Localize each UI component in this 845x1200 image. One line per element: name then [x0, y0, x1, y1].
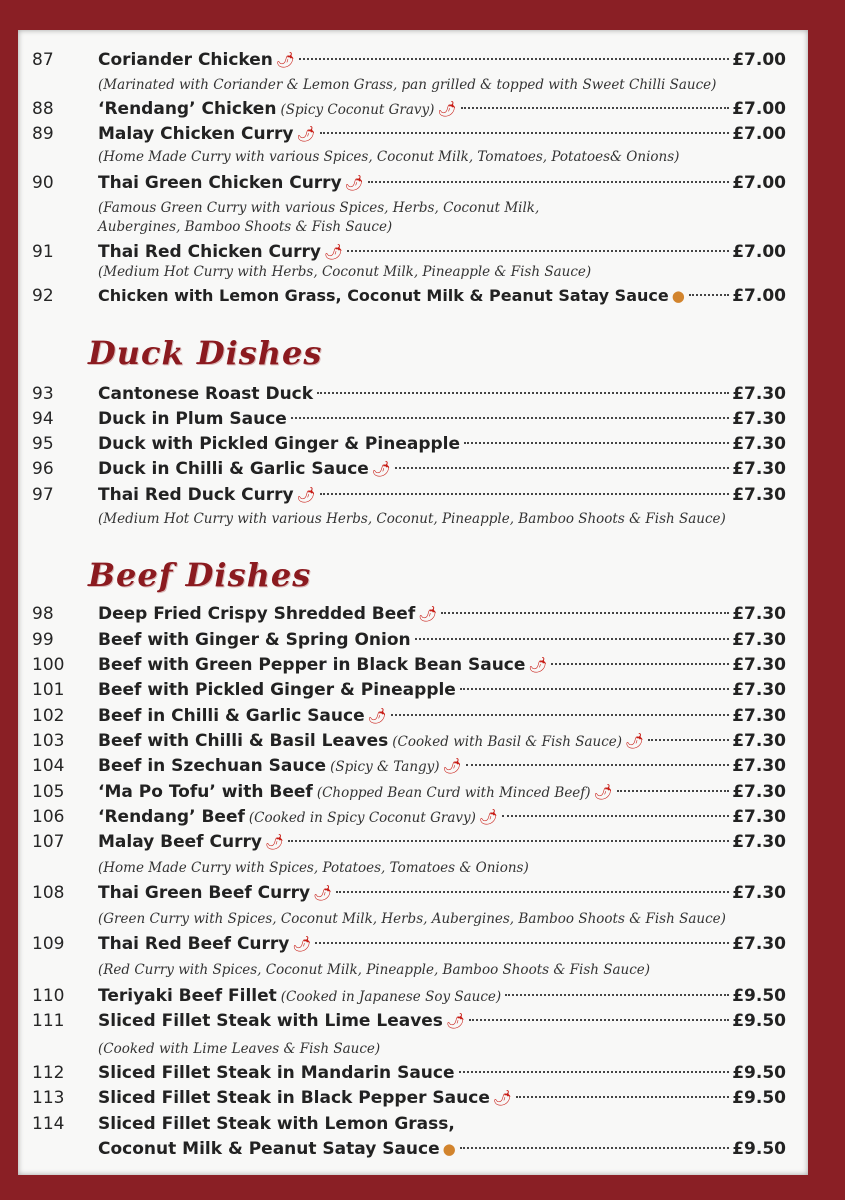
item-name: ‘Rendang’ Chicken	[98, 99, 277, 119]
item-name: Sliced Fillet Steak in Black Pepper Sauce	[98, 1088, 490, 1108]
item-price: £7.30	[732, 630, 786, 650]
item-number: 87	[32, 50, 54, 70]
menu-item-98	[18, 602, 808, 626]
item-number: 96	[32, 459, 54, 479]
item-price: £7.30	[732, 934, 786, 954]
item-name: Beef in Szechuan Sauce	[98, 756, 327, 776]
chili-pepper-icon: 🌶	[367, 707, 387, 725]
item-number: 98	[32, 604, 54, 624]
item-number: 90	[32, 173, 54, 193]
peanut-icon: ●	[671, 287, 685, 305]
item-price: £7.30	[732, 434, 786, 454]
item-number: 89	[32, 124, 54, 144]
chili-pepper-icon: 🌶	[492, 1089, 512, 1107]
item-number: 95	[32, 434, 54, 454]
item-price: £7.30	[732, 384, 786, 404]
dot-leader	[415, 638, 730, 640]
item-price: £7.30	[732, 485, 786, 505]
item-price: £7.00	[732, 50, 786, 70]
item-price: £7.30	[732, 680, 786, 700]
menu-item-108	[18, 881, 808, 905]
item-number: 111	[32, 1011, 65, 1031]
item-number: 108	[32, 883, 65, 903]
chili-pepper-icon: 🌶	[275, 51, 295, 69]
item-price: £7.00	[732, 173, 786, 193]
item-note: (Cooked in Japanese Soy Sauce)	[280, 989, 502, 1005]
menu-item-100	[18, 653, 808, 677]
item-price: £7.30	[732, 706, 786, 726]
item-name: Sliced Fillet Steak in Mandarin Sauce	[98, 1063, 455, 1083]
item-name: Beef with Pickled Ginger & Pineapple	[98, 680, 456, 700]
chili-pepper-icon: 🌶	[625, 732, 645, 750]
dot-leader	[347, 250, 729, 252]
peanut-icon: ●	[442, 1140, 456, 1158]
dot-leader	[516, 1096, 729, 1098]
item-price: £9.50	[732, 1139, 786, 1159]
dot-leader	[461, 107, 730, 109]
item-number: 100	[32, 655, 65, 675]
menu-item-106	[18, 805, 808, 829]
item-number: 109	[32, 934, 65, 954]
item-name: Thai Green Beef Curry	[98, 883, 311, 903]
menu-item-93	[18, 382, 808, 406]
item-number: 104	[32, 756, 65, 776]
chili-pepper-icon: 🌶	[478, 808, 498, 826]
item-name: Malay Beef Curry	[98, 832, 262, 852]
item-number: 101	[32, 680, 65, 700]
item-name: Duck with Pickled Ginger & Pineapple	[98, 434, 461, 454]
item-name: Deep Fried Crispy Shredded Beef	[98, 604, 416, 624]
item-name: Cantonese Roast Duck	[98, 384, 314, 404]
menu-item-114	[18, 1112, 808, 1136]
dot-leader	[551, 663, 729, 665]
item-name: Chicken with Lemon Grass, Coconut Milk & Peanut Satay Sauce	[98, 286, 669, 305]
item-number: 114	[32, 1114, 65, 1134]
menu-item-95	[18, 432, 808, 456]
item-name: Beef with Green Pepper in Black Bean Sauce	[98, 655, 526, 675]
item-price: £7.30	[732, 409, 786, 429]
item-name: ‘Rendang’ Beef	[98, 807, 245, 827]
menu-item-90	[18, 171, 808, 195]
dot-leader	[320, 132, 730, 134]
item-number: 97	[32, 485, 54, 505]
section-heading-beef: Beef Dishes	[88, 556, 312, 594]
item-number: 103	[32, 731, 65, 751]
item-note: (Cooked in Spicy Coconut Gravy)	[248, 810, 476, 826]
item-name-line1: Sliced Fillet Steak with Lemon Grass,	[98, 1114, 455, 1134]
item-name: Thai Red Duck Curry	[98, 485, 294, 505]
item-price: £7.00	[732, 286, 786, 306]
item-name: Sliced Fillet Steak with Lime Leaves	[98, 1011, 443, 1031]
item-note: (Spicy & Tangy)	[330, 759, 440, 775]
item-name-line2: Coconut Milk & Peanut Satay Sauce	[98, 1139, 440, 1159]
dot-leader	[391, 714, 730, 716]
item-number: 112	[32, 1063, 65, 1083]
item-number: 102	[32, 706, 65, 726]
item-price: £9.50	[732, 1088, 786, 1108]
item-description: (Famous Green Curry with various Spices, Herbs, Coconut Milk,	[98, 200, 540, 216]
dot-leader	[689, 294, 729, 296]
item-description: (Green Curry with Spices, Coconut Milk, Herbs, Aubergines, Bamboo Shoots & Fish Sauce)	[98, 911, 726, 927]
dot-leader	[288, 840, 729, 842]
dot-leader	[368, 181, 730, 183]
menu-item-107	[18, 830, 808, 854]
menu-item-89	[18, 122, 808, 146]
menu-item-102	[18, 704, 808, 728]
menu-item-88	[18, 97, 808, 121]
item-price: £7.00	[732, 99, 786, 119]
dot-leader	[291, 417, 729, 419]
item-price: £7.30	[732, 731, 786, 751]
item-price: £7.30	[732, 807, 786, 827]
item-name: Duck in Plum Sauce	[98, 409, 287, 429]
menu-item-104	[18, 754, 808, 778]
chili-pepper-icon: 🌶	[323, 243, 343, 261]
item-name: Coriander Chicken	[98, 50, 273, 70]
menu-item-97	[18, 483, 808, 507]
item-description: (Cooked with Lime Leaves & Fish Sauce)	[98, 1041, 381, 1057]
item-note: (Cooked with Basil & Fish Sauce)	[392, 734, 623, 750]
chili-pepper-icon: 🌶	[528, 656, 548, 674]
menu-item-113	[18, 1086, 808, 1110]
dot-leader	[315, 942, 729, 944]
item-number: 106	[32, 807, 65, 827]
dot-leader	[459, 1071, 730, 1073]
dot-leader	[648, 739, 729, 741]
dot-leader	[395, 467, 729, 469]
chili-pepper-icon: 🌶	[296, 486, 316, 504]
dot-leader	[336, 891, 729, 893]
item-description: (Marinated with Coriander & Lemon Grass, pan grilled & topped with Sweet Chilli Sauce)	[98, 77, 717, 93]
dot-leader	[466, 764, 730, 766]
dot-leader	[469, 1019, 729, 1021]
item-description: (Medium Hot Curry with various Herbs, Coconut, Pineapple, Bamboo Shoots & Fish Sauce)	[98, 511, 726, 527]
item-price: £7.30	[732, 655, 786, 675]
item-name: Thai Green Chicken Curry	[98, 173, 342, 193]
item-price: £7.30	[732, 883, 786, 903]
item-number: 91	[32, 242, 54, 262]
item-note: (Spicy Coconut Gravy)	[280, 102, 435, 118]
dot-leader	[320, 493, 730, 495]
item-price: £7.30	[732, 832, 786, 852]
item-name: Beef with Ginger & Spring Onion	[98, 630, 411, 650]
item-name: Beef in Chilli & Garlic Sauce	[98, 706, 365, 726]
item-price: £9.50	[732, 1011, 786, 1031]
item-name: Malay Chicken Curry	[98, 124, 294, 144]
dot-leader	[317, 392, 729, 394]
item-description: (Medium Hot Curry with Herbs, Coconut Milk, Pineapple & Fish Sauce)	[98, 264, 592, 280]
chili-pepper-icon: 🌶	[313, 884, 333, 902]
item-note: (Chopped Bean Curd with Minced Beef)	[316, 785, 591, 801]
dot-leader	[299, 58, 729, 60]
item-name: Thai Red Beef Curry	[98, 934, 290, 954]
item-number: 99	[32, 630, 54, 650]
item-price: £7.30	[732, 782, 786, 802]
item-number: 92	[32, 286, 54, 306]
item-price: £9.50	[732, 1063, 786, 1083]
item-description: (Home Made Curry with Spices, Potatoes, Tomatoes & Onions)	[98, 860, 529, 876]
item-number: 88	[32, 99, 54, 119]
item-name: Duck in Chilli & Garlic Sauce	[98, 459, 369, 479]
dot-leader	[502, 815, 729, 817]
item-name: ‘Ma Po Tofu’ with Beef	[98, 782, 313, 802]
item-price: £7.30	[732, 604, 786, 624]
menu-item-114-cont	[18, 1137, 808, 1161]
menu-item-101	[18, 678, 808, 702]
menu-item-112	[18, 1061, 808, 1085]
dot-leader	[441, 612, 729, 614]
menu-item-94	[18, 407, 808, 431]
item-number: 110	[32, 986, 65, 1006]
item-price: £7.30	[732, 459, 786, 479]
item-price: £7.00	[732, 242, 786, 262]
chili-pepper-icon: 🌶	[593, 783, 613, 801]
item-number: 94	[32, 409, 54, 429]
section-heading-duck: Duck Dishes	[88, 334, 323, 372]
menu-item-110	[18, 984, 808, 1008]
chili-pepper-icon: 🌶	[442, 757, 462, 775]
item-number: 107	[32, 832, 65, 852]
item-description: (Home Made Curry with various Spices, Coconut Milk, Tomatoes, Potatoes& Onions)	[98, 149, 680, 165]
item-price: £7.00	[732, 124, 786, 144]
dot-leader	[464, 442, 729, 444]
menu-item-91	[18, 240, 808, 264]
chili-pepper-icon: 🌶	[418, 605, 438, 623]
item-price: £7.30	[732, 756, 786, 776]
menu-page	[18, 30, 808, 1175]
item-description: (Red Curry with Spices, Coconut Milk, Pineapple, Bamboo Shoots & Fish Sauce)	[98, 962, 651, 978]
dot-leader	[617, 790, 730, 792]
chili-pepper-icon: 🌶	[344, 174, 364, 192]
item-name: Thai Red Chicken Curry	[98, 242, 321, 262]
dot-leader	[505, 994, 729, 996]
menu-item-99	[18, 628, 808, 652]
menu-item-103	[18, 729, 808, 753]
item-number: 93	[32, 384, 54, 404]
dot-leader	[460, 688, 729, 690]
item-price: £9.50	[732, 986, 786, 1006]
chili-pepper-icon: 🌶	[264, 833, 284, 851]
chili-pepper-icon: 🌶	[437, 100, 457, 118]
item-description: Aubergines, Bamboo Shoots & Fish Sauce)	[98, 219, 393, 235]
menu-item-92	[18, 284, 808, 308]
item-number: 113	[32, 1088, 65, 1108]
chili-pepper-icon: 🌶	[292, 935, 312, 953]
menu-item-111	[18, 1009, 808, 1033]
chili-pepper-icon: 🌶	[445, 1012, 465, 1030]
menu-item-105	[18, 780, 808, 804]
chili-pepper-icon: 🌶	[371, 460, 391, 478]
menu-item-87	[18, 48, 808, 72]
chili-pepper-icon: 🌶	[296, 125, 316, 143]
menu-item-109	[18, 932, 808, 956]
item-name: Beef with Chilli & Basil Leaves	[98, 731, 389, 751]
menu-item-96	[18, 457, 808, 481]
item-name: Teriyaki Beef Fillet	[98, 986, 277, 1006]
item-number: 105	[32, 782, 65, 802]
dot-leader	[460, 1147, 729, 1149]
